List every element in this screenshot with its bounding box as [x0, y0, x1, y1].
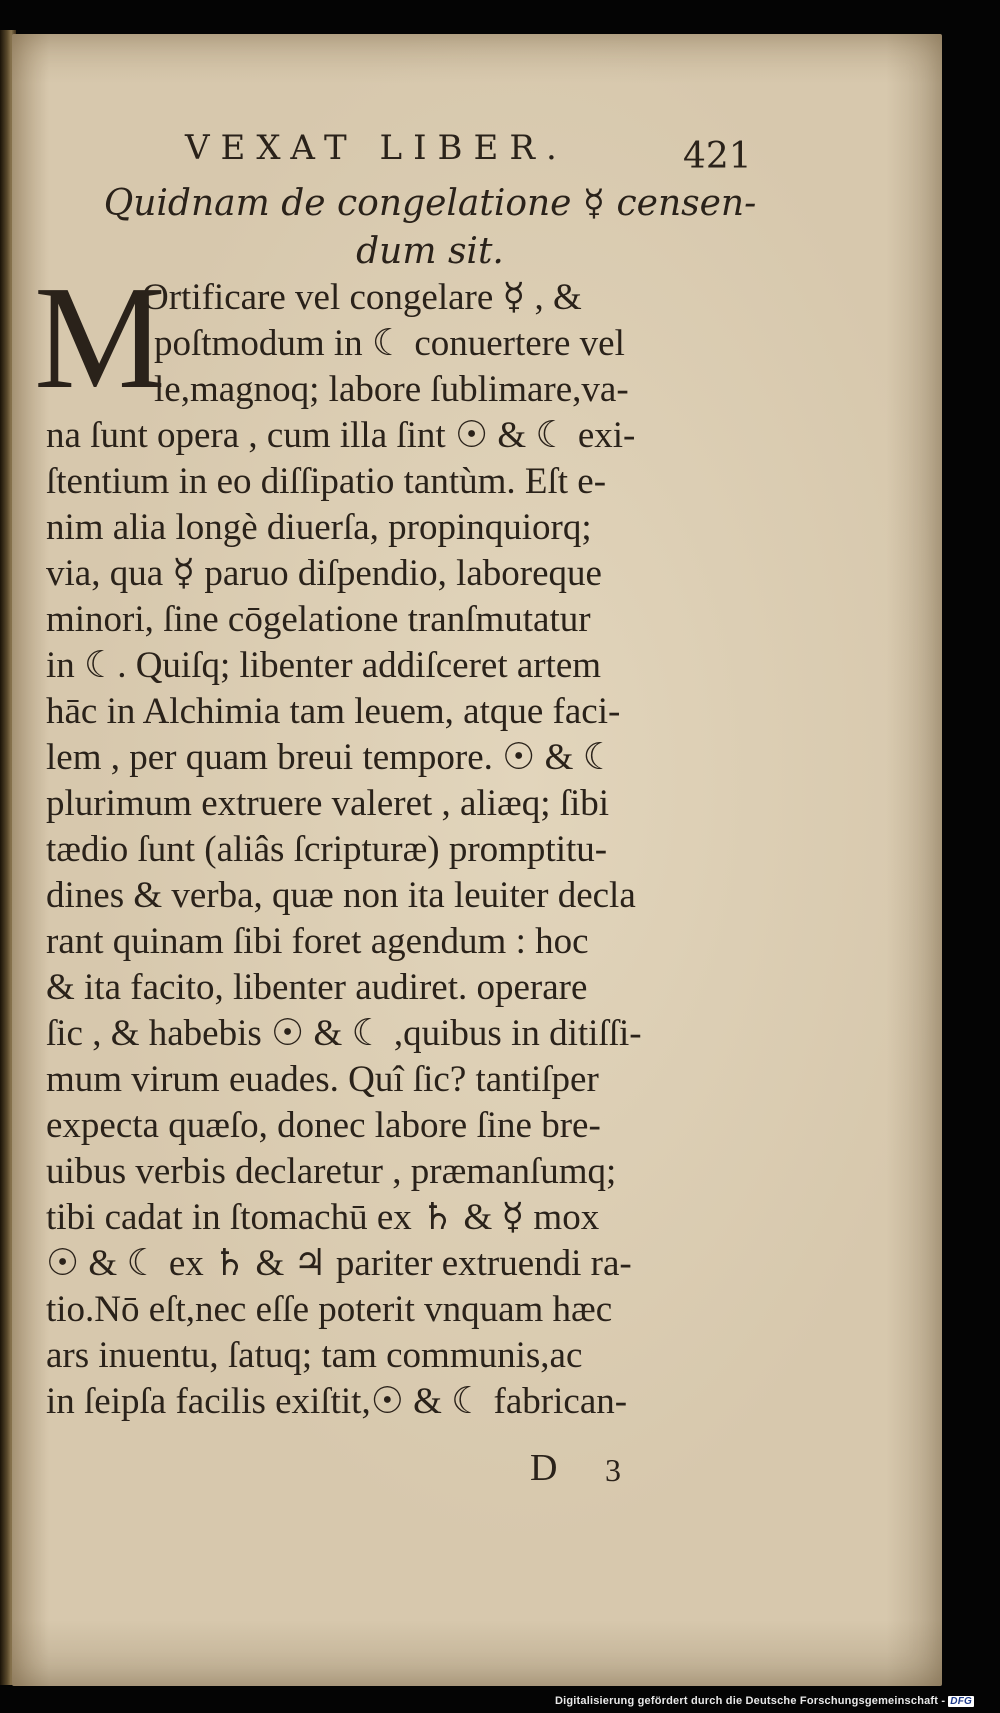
chapter-title-line: Quidnam de congelatione ☿ censen-	[103, 183, 757, 224]
signature-mark: D	[530, 1447, 558, 1489]
text-line: dines & verba, quæ non ita leuiter decla	[46, 875, 636, 916]
text-line: ſtentium in eo diſſipatio tantùm. Eſt e-	[46, 461, 607, 502]
drop-capital: M	[34, 256, 166, 420]
text-line: & ita facito, libenter audiret. operare	[46, 967, 588, 1008]
dfg-logo-icon: DFG	[950, 1696, 972, 1707]
chapter-title-line: dum sit.	[356, 231, 504, 272]
text-line: tædio ſunt (aliâs ſcripturæ) promptitu-	[46, 829, 608, 870]
text-line: tibi cadat in ſtomachū ex ♄ & ☿ mox	[46, 1197, 600, 1238]
signature-number: 3	[605, 1452, 621, 1488]
text-line: lem , per quam breui tempore. ☉ & ☾	[46, 737, 616, 778]
text-line: ☉ & ☾ ex ♄ & ♃ pariter extruendi ra-	[46, 1243, 632, 1284]
text-line: poſtmodum in ☾ conuertere vel	[154, 323, 625, 364]
text-line: ſic , & habebis ☉ & ☾ ,quibus in ditiſſi-	[46, 1013, 642, 1054]
text-line: rant quinam ſibi foret agendum : hoc	[46, 921, 589, 962]
text-line: le,magnoq; labore ſublimare,va-	[154, 369, 629, 410]
text-line: nim alia longè diuerſa, propinquiorq;	[46, 507, 592, 548]
text-line: hāc in Alchimia tam leuem, atque faci-	[46, 691, 621, 732]
running-head: VEXAT LIBER.	[185, 128, 568, 168]
digitization-credit	[555, 1695, 974, 1707]
credit-text: Digitalisierung gefördert durch die Deutsche Forschungsgemeinschaft -	[554, 1695, 946, 1707]
text-line: plurimum extruere valeret , aliæq; ſibi	[46, 783, 610, 824]
text-line: ars inuentu, ſatuq; tam communis,ac	[46, 1335, 583, 1376]
text-line: mum virum euades. Quî ſic? tantiſper	[46, 1059, 599, 1100]
page-number: 421	[683, 136, 752, 177]
text-line: minori, ſine cōgelatione tranſmutatur	[46, 599, 591, 640]
text-line: in ☾. Quiſq; libenter addiſceret artem	[46, 645, 602, 686]
text-line: uibus verbis declaretur , præmanſumq;	[46, 1151, 617, 1192]
chapter-title	[80, 180, 780, 276]
text-line: expecta quæſo, donec labore ſine bre-	[46, 1105, 601, 1146]
text-line: via, qua ☿ paruo diſpendio, laboreque	[46, 553, 602, 594]
text-line: Ortificare vel congelare ☿ , &	[142, 277, 582, 318]
text-line: tio.Nō eſt,nec eſſe poterit vnquam hæc	[46, 1289, 613, 1330]
text-line: in ſeipſa facilis exiſtit,☉ & ☾ fabrican-	[46, 1381, 628, 1422]
text-line: na ſunt opera , cum illa ſint ☉ & ☾ exi-	[46, 415, 636, 456]
